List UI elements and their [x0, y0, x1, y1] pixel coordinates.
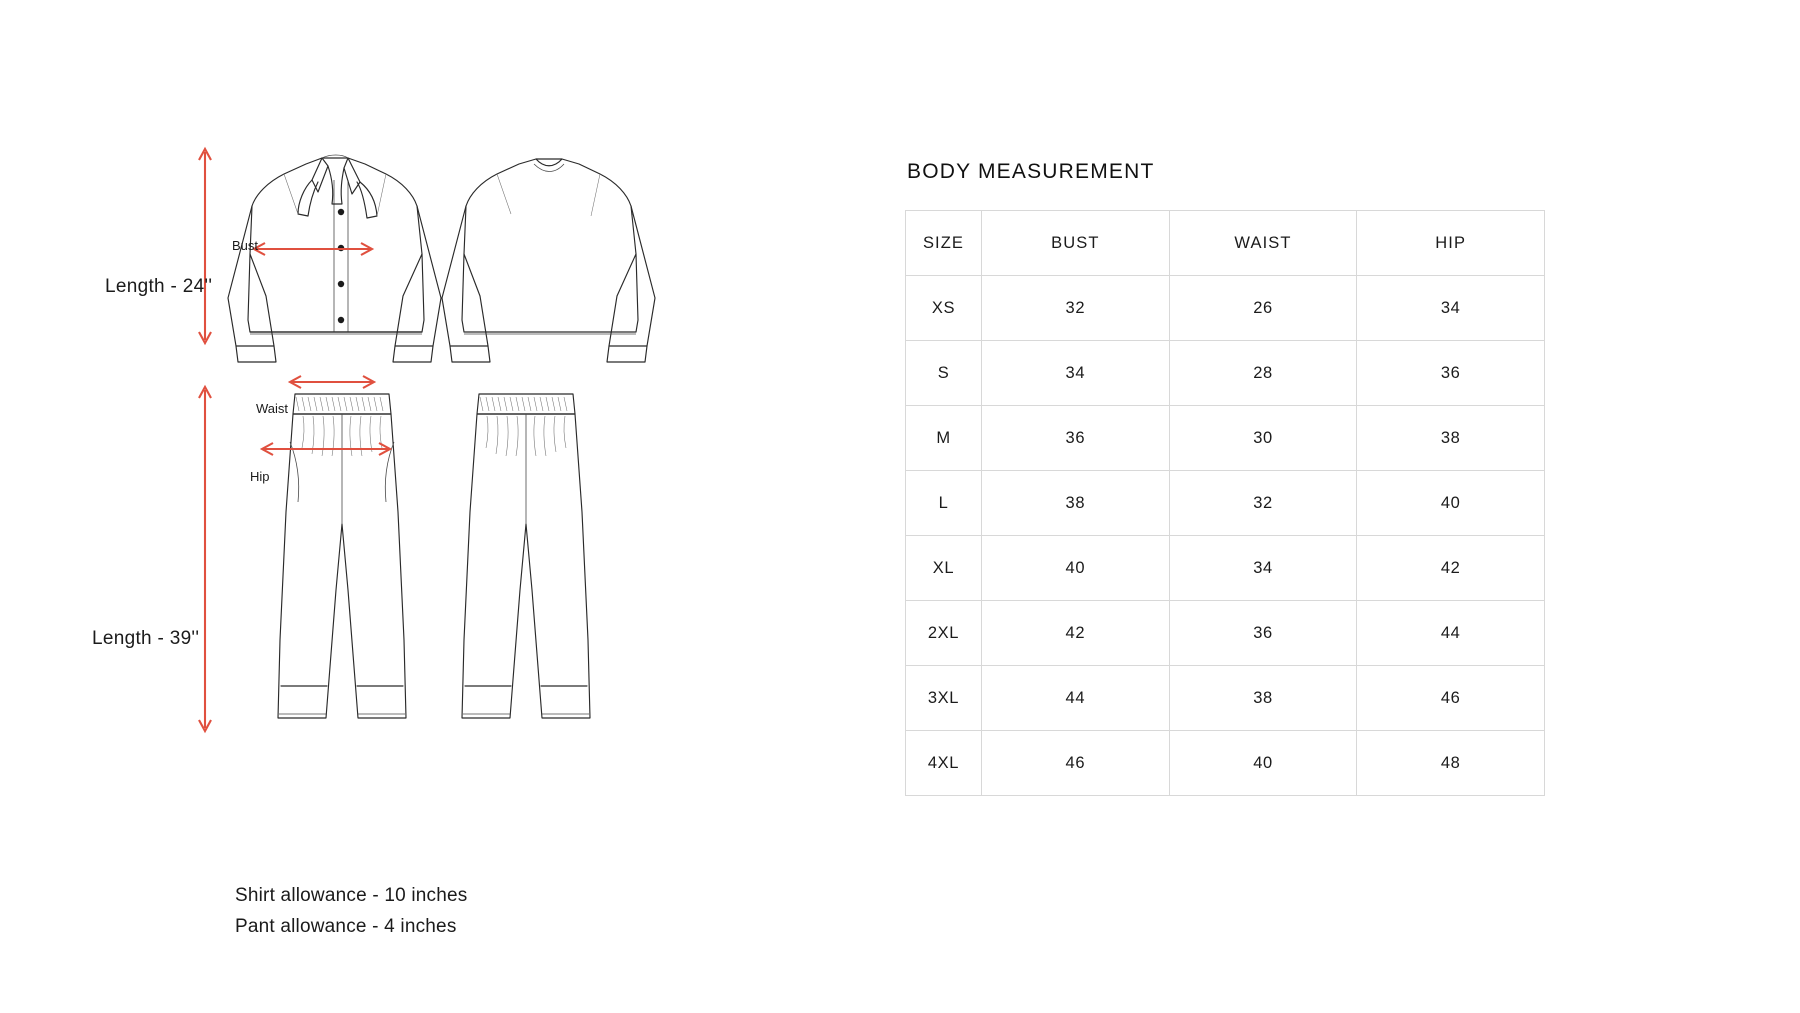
cell-hip: 40	[1357, 471, 1545, 536]
shirt-front-illustration	[228, 155, 441, 362]
cell-size: M	[906, 406, 982, 471]
shirt-allowance-text: Shirt allowance - 10 inches	[235, 885, 468, 906]
cell-hip: 46	[1357, 666, 1545, 731]
cell-size: L	[906, 471, 982, 536]
cell-waist: 34	[1169, 536, 1357, 601]
table-row	[906, 341, 1545, 406]
cell-bust: 42	[982, 601, 1170, 666]
measurement-title: BODY MEASUREMENT	[907, 160, 1155, 183]
body-measurement-table	[905, 210, 1545, 796]
cell-size: XS	[906, 276, 982, 341]
measurement-panel	[905, 160, 1565, 796]
column-header-hip: HIP	[1357, 211, 1545, 276]
cell-bust: 34	[982, 341, 1170, 406]
column-header-bust: BUST	[982, 211, 1170, 276]
column-header-waist: WAIST	[1169, 211, 1357, 276]
cell-waist: 30	[1169, 406, 1357, 471]
waist-arrow	[290, 376, 374, 388]
table-row	[906, 731, 1545, 796]
cell-waist: 38	[1169, 666, 1357, 731]
cell-hip: 48	[1357, 731, 1545, 796]
table-row	[906, 276, 1545, 341]
table-row	[906, 471, 1545, 536]
pant-allowance-text: Pant allowance - 4 inches	[235, 916, 457, 937]
shirt-length-arrow	[199, 149, 211, 343]
pant-length-arrow	[199, 387, 211, 731]
cell-bust: 36	[982, 406, 1170, 471]
shirt-back-illustration	[442, 159, 655, 362]
pant-length-label: Length - 39''	[92, 628, 200, 649]
waist-label: Waist	[256, 401, 289, 416]
cell-bust: 40	[982, 536, 1170, 601]
cell-hip: 34	[1357, 276, 1545, 341]
cell-waist: 26	[1169, 276, 1357, 341]
cell-waist: 28	[1169, 341, 1357, 406]
cell-waist: 40	[1169, 731, 1357, 796]
shirt-length-label: Length - 24''	[105, 276, 213, 297]
pant-back-illustration	[462, 394, 590, 718]
table-row	[906, 666, 1545, 731]
cell-bust: 38	[982, 471, 1170, 536]
cell-bust: 32	[982, 276, 1170, 341]
illustration-panel	[60, 120, 780, 950]
cell-bust: 46	[982, 731, 1170, 796]
cell-size: XL	[906, 536, 982, 601]
cell-hip: 38	[1357, 406, 1545, 471]
cell-hip: 44	[1357, 601, 1545, 666]
cell-size: 4XL	[906, 731, 982, 796]
cell-size: 3XL	[906, 666, 982, 731]
pant-front-illustration	[278, 394, 406, 718]
table-row	[906, 406, 1545, 471]
table-row	[906, 601, 1545, 666]
cell-hip: 42	[1357, 536, 1545, 601]
table-header-row	[906, 211, 1545, 276]
cell-bust: 44	[982, 666, 1170, 731]
bust-arrow	[254, 243, 372, 255]
hip-label: Hip	[250, 469, 270, 484]
cell-size: S	[906, 341, 982, 406]
garment-technical-drawing	[60, 120, 780, 860]
cell-waist: 36	[1169, 601, 1357, 666]
allowance-notes	[235, 880, 467, 942]
cell-size: 2XL	[906, 601, 982, 666]
cell-hip: 36	[1357, 341, 1545, 406]
table-row	[906, 536, 1545, 601]
column-header-size: SIZE	[906, 211, 982, 276]
bust-label: Bust	[232, 238, 259, 253]
cell-waist: 32	[1169, 471, 1357, 536]
